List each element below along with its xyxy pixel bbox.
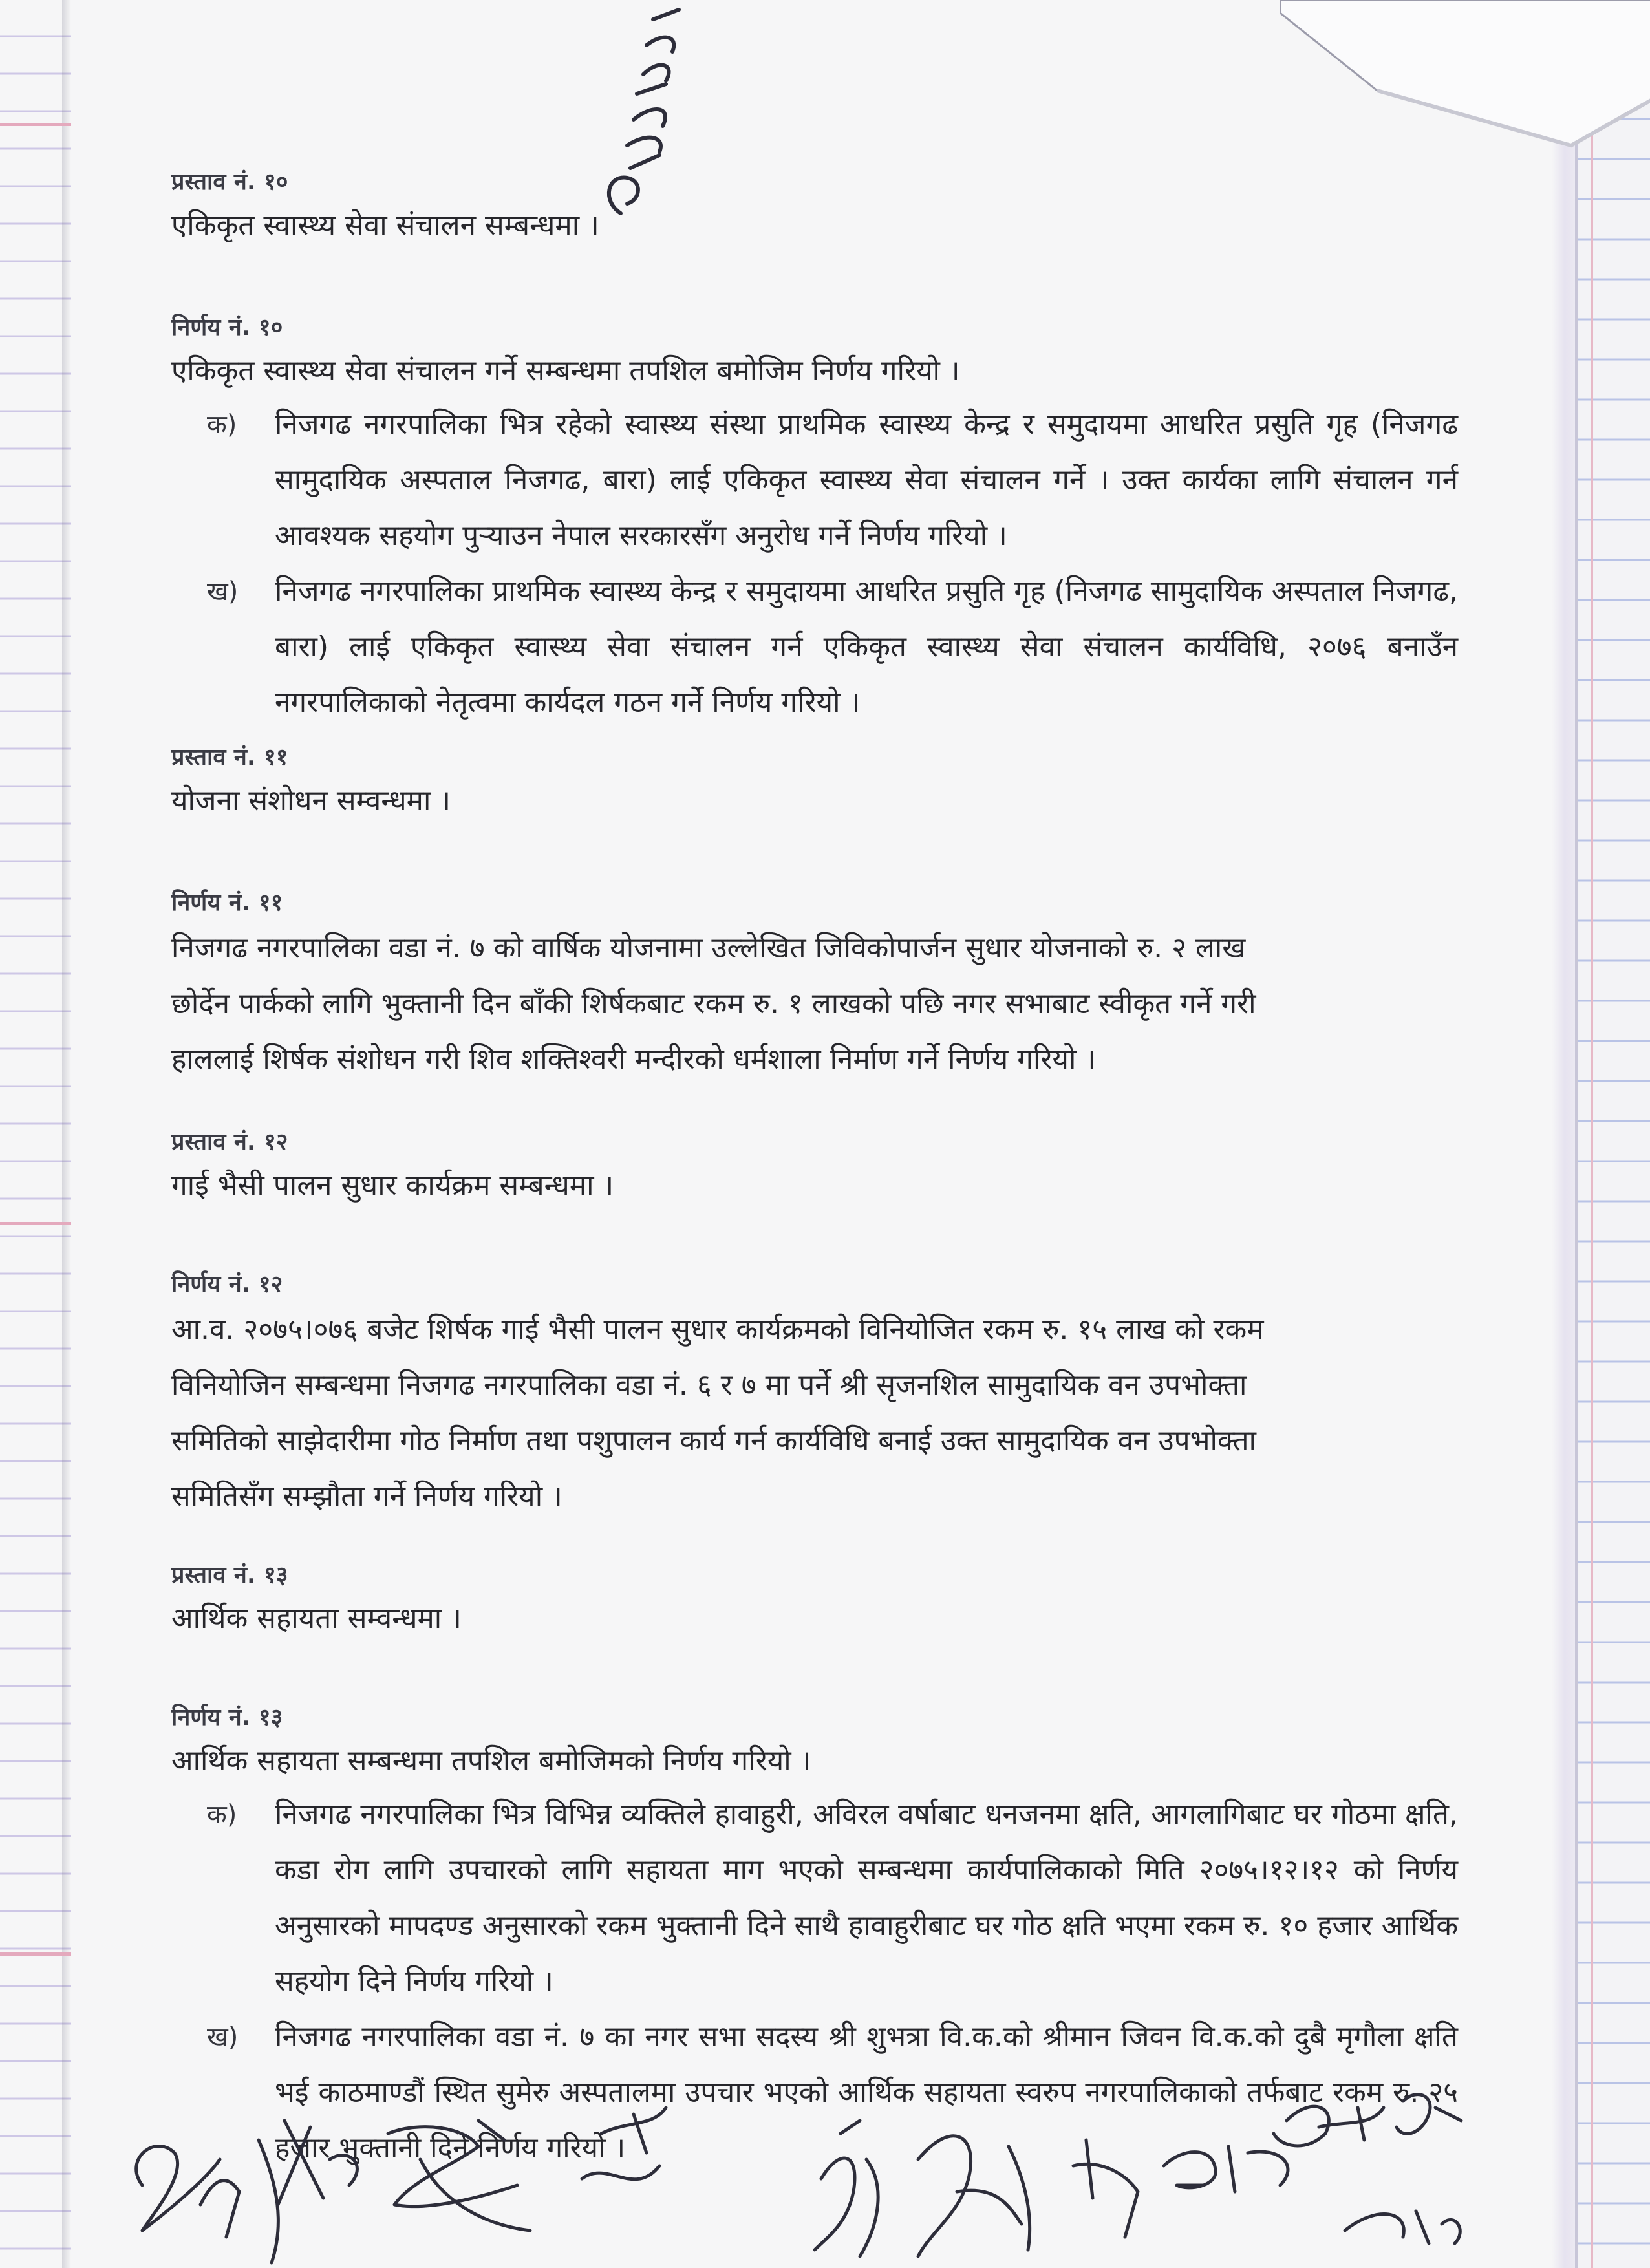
- item-marker: क): [207, 1800, 237, 1830]
- signature: [1073, 2140, 1138, 2237]
- signature: [136, 2146, 239, 2237]
- signature: [1164, 2146, 1288, 2192]
- decision-12: [171, 1267, 1458, 1524]
- decision-intro: आर्थिक सहायता सम्बन्धमा तपशिल बमोजिमको निर्णय गरियो ।: [171, 1744, 811, 1777]
- decision-line: निजगढ नगरपालिका वडा नं. ७ को वार्षिक योजनामा उल्लेखित जिविकोपार्जन सुधार योजनाको रु. २ लाख: [171, 932, 1246, 965]
- proposal-subject: गाई भैसी पालन सुधार कार्यक्रम सम्बन्धमा ।: [171, 1169, 614, 1202]
- decision-heading: निर्णय नं. १०: [171, 314, 283, 341]
- signature: [918, 2136, 1030, 2256]
- item-text: निजगढ नगरपालिका प्राथमिक स्वास्थ्य केन्द्र र समुदायमा आधरित प्रसुति गृह (निजगढ सामुदायिक अस्पताल निजगढ, बारा) लाई एकिकृत स्वास्थ्य सेवा संचालन गर्न एकिकृत स्वास्थ्य सेवा संचालन कार्यविधि, २०७६ बनाउँन नगरपालिकाको नेतृत्वमा कार्यदल गठन गर्ने निर्णय गरियो ।: [275, 575, 1458, 719]
- item-marker: क): [207, 410, 237, 440]
- item-text: निजगढ नगरपालिका भित्र विभिन्न व्यक्तिले हावाहुरी, अविरल वर्षाबाट धनजनमा क्षति, आगलागिबाट घर गोठमा क्षति, कडा रोग लागि उपचारको लागि सहायता माग भएको सम्बन्धमा कार्यपालिकाको मिति २०७५।१२।१२ को निर्णय अनुसारको मापदण्ड अनुसारको रकम भुक्तानी दिने साथै हावाहुरीबाट घर गोठ क्षति भएमा रकम रु. १० हजार आर्थिक सहयोग दिने निर्णय गरियो ।: [275, 1798, 1458, 1998]
- item-text: निजगढ नगरपालिका भित्र रहेको स्वास्थ्य संस्था प्राथमिक स्वास्थ्य केन्द्र र समुदायमा आधरित प्रसुति गृह (निजगढ सामुदायिक अस्पताल निजगढ, बारा) लाई एकिकृत स्वास्थ्य सेवा संचालन गर्ने । उक्त कार्यका लागि संचालन गर्न आवश्यक सहयोग पुऱ्याउन नेपाल सरकारसँग अनुरोध गर्ने निर्णय गरियो ।: [275, 408, 1458, 552]
- decision-line: आ.व. २०७५।०७६ बजेट शिर्षक गाई भैसी पालन सुधार कार्यक्रमको विनियोजित रकम रु. १५ लाख को रकम: [171, 1313, 1264, 1346]
- decision-line: समितिसँग सम्झौता गर्ने निर्णय गरियो ।: [171, 1480, 562, 1513]
- right-margin-line: [1591, 0, 1593, 2268]
- proposal-10: [171, 165, 1458, 251]
- item-text: निजगढ नगरपालिका वडा नं. ७ का नगर सभा सदस्य श्री शुभत्रा वि.क.को श्रीमान जिवन वि.क.को दुबै मृगौला क्षति भई काठमाण्डौं स्थित सुमेरु अस्पतालमा उपचार भएको आर्थिक सहायता स्वरुप नगरपालिकाको तर्फबाट रकम रु. २५ हजार भुक्तानी दिने निर्णय गरियो ।: [275, 2020, 1458, 2165]
- signature: [259, 2121, 357, 2263]
- decision-line: विनियोजिन सम्बन्धमा निजगढ नगरपालिका वडा नं. ६ र ७ मा पर्ने श्री सृजनशिल सामुदायिक वन उपभोक्ता: [171, 1369, 1247, 1402]
- decision-item: [171, 397, 1458, 564]
- right-margin-ruling: [1578, 0, 1650, 2268]
- proposal-13: [171, 1558, 1458, 1645]
- decision-heading: निर्णय नं. १३: [171, 1704, 283, 1731]
- signatures-row: [116, 2082, 1474, 2268]
- proposal-heading: प्रस्ताव नं. १३: [171, 1562, 288, 1589]
- signature: [1274, 2095, 1461, 2146]
- proposal-subject: आर्थिक सहायता सम्वन्धमा ।: [171, 1602, 462, 1635]
- decision-line: समितिको साझेदारीमा गोठ निर्माण तथा पशुपालन कार्य गर्न कार्यविधि बनाई उक्त सामुदायिक वन उपभोक्ता: [171, 1424, 1256, 1457]
- decision-intro: एकिकृत स्वास्थ्य सेवा संचालन गर्ने सम्बन्धमा तपशिल बमोजिम निर्णय गरियो ।: [171, 354, 960, 387]
- left-page-edge: [62, 0, 71, 2268]
- decision-11: [171, 886, 1458, 1087]
- decision-10: [171, 310, 1458, 731]
- decision-heading: निर्णय नं. ११: [171, 890, 283, 916]
- signature: [815, 2121, 878, 2256]
- folded-corner: [1280, 0, 1650, 155]
- left-margin-ruling: [0, 0, 71, 2268]
- proposal-heading: प्रस्ताव नं. १०: [171, 169, 288, 195]
- margin-mark: [0, 1952, 71, 1956]
- proposal-12: [171, 1125, 1458, 1212]
- signature: [388, 2121, 530, 2231]
- decision-item: [171, 1787, 1458, 2009]
- decision-heading: निर्णय नं. १२: [171, 1271, 283, 1298]
- signature: [582, 2108, 666, 2179]
- proposal-subject: योजना संशोधन सम्वन्धमा ।: [171, 784, 451, 817]
- proposal-heading: प्रस्ताव नं. १२: [171, 1129, 288, 1155]
- item-marker: ख): [207, 577, 239, 606]
- decision-item: [171, 564, 1458, 731]
- margin-mark: [0, 1222, 71, 1225]
- decision-line: हाललाई शिर्षक संशोधन गरी शिव शक्तिश्वरी मन्दीरको धर्मशाला निर्माण गर्ने निर्णय गरियो ।: [171, 1043, 1097, 1076]
- proposal-11: [171, 740, 1458, 827]
- proposal-heading: प्रस्ताव नं. ११: [171, 744, 288, 771]
- decision-line: छोर्देन पार्कको लागि भुक्तानी दिन बाँकी शिर्षकबाट रकम रु. १ लाखको पछि नगर सभाबाट स्वीकृत गर्ने गरी: [171, 987, 1256, 1020]
- proposal-subject: एकिकृत स्वास्थ्य सेवा संचालन सम्बन्धमा ।: [171, 209, 599, 242]
- item-marker: ख): [207, 2022, 239, 2052]
- margin-mark: [0, 123, 71, 126]
- signature: [1345, 2211, 1460, 2243]
